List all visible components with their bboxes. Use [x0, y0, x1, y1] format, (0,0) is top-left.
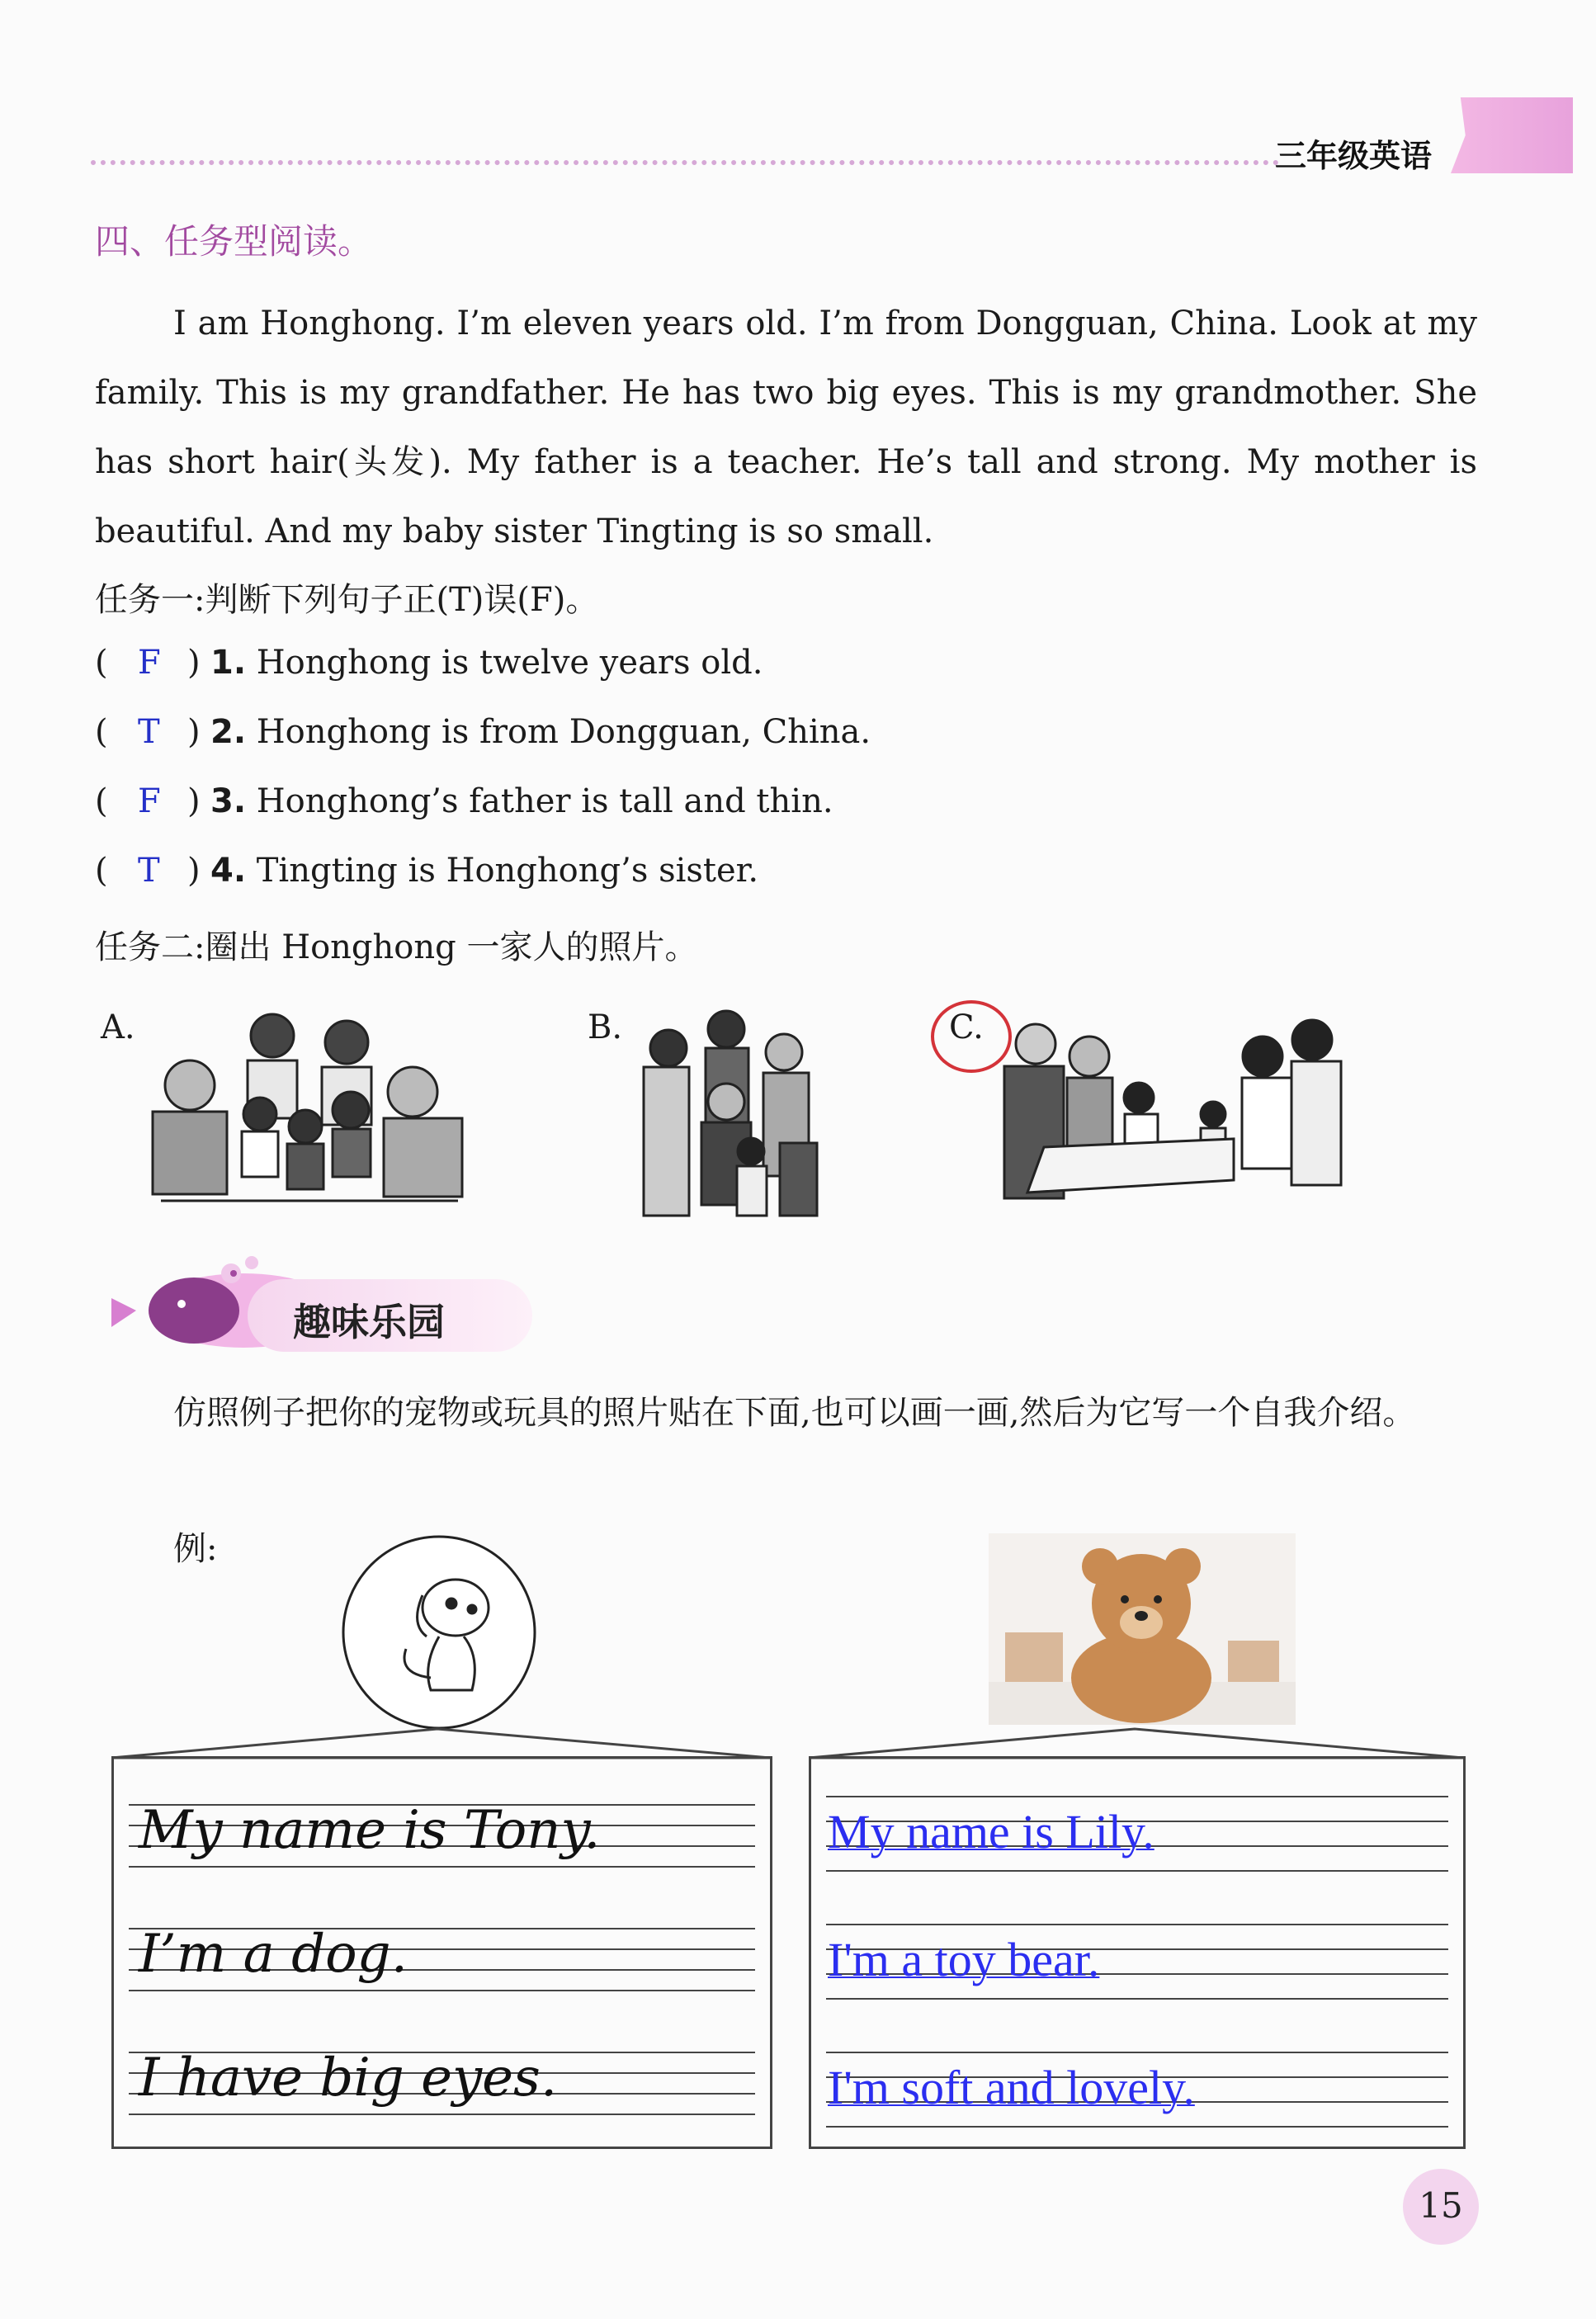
- option-a-label: A.: [101, 1008, 135, 1046]
- family-photo-b: [631, 1003, 838, 1221]
- task2-title: 任务二:圈出 Honghong 一家人的照片。: [95, 928, 698, 966]
- family-photo-a: [144, 1003, 495, 1209]
- option-c-label: C.: [949, 1008, 984, 1046]
- tf-answer: F: [138, 782, 161, 820]
- header-tab-decoration: [1451, 97, 1573, 173]
- header-dotted-rule: [91, 160, 1279, 165]
- reading-passage: [95, 289, 1477, 566]
- answer-line-1: My name is Lily.: [828, 1805, 1155, 1859]
- fun-corner-title: 趣味乐园: [293, 1300, 445, 1344]
- tf-statement: Honghong is twelve years old.: [256, 644, 763, 682]
- tf-item-3: ( F ) 3. Honghong’s father is tall and thin.: [95, 782, 833, 820]
- dog-picture: [340, 1533, 538, 1731]
- task1-title: 任务一:判断下列句子正(T)误(F)。: [95, 581, 599, 619]
- example-writing-box: [111, 1756, 772, 2149]
- tf-item-4: ( T ) 4. Tingting is Honghong’s sister.: [95, 852, 759, 890]
- example-line-3: I have big eyes.: [139, 2047, 558, 2109]
- passage-paragraph: I am Honghong. I’m eleven years old. I’m from Dongguan, China. Look at my family. This is my grandfather. He has two big eyes. This is my grandmother. She has short hair(头发). My father is a teacher. He’s tall and strong. My mother is beautiful. And my baby sister Tingting is so small.: [95, 305, 1477, 550]
- section-title: 四、任务型阅读。: [95, 221, 373, 262]
- family-photo-c: [994, 1007, 1374, 1209]
- answer-writing-box: [809, 1756, 1466, 2149]
- tf-item-2: ( T ) 2. Honghong is from Dongguan, China.: [95, 713, 871, 751]
- tf-statement: Honghong’s father is tall and thin.: [256, 782, 833, 820]
- example-line-2: I’m a dog.: [139, 1924, 408, 1985]
- tf-answer: F: [138, 644, 161, 682]
- option-b-label: B.: [588, 1008, 623, 1046]
- example-label: 例:: [173, 1530, 218, 1568]
- tf-statement: Honghong is from Dongguan, China.: [256, 713, 871, 751]
- grade-label: 三年级英语: [1275, 138, 1433, 174]
- example-line-1: My name is Tony.: [139, 1800, 601, 1861]
- page-number: 15: [1419, 2185, 1463, 2226]
- tf-answer: T: [138, 713, 160, 751]
- tf-item-1: ( F ) 1. Honghong is twelve years old.: [95, 644, 763, 682]
- answer-line-3: I'm soft and lovely.: [828, 2061, 1195, 2114]
- answer-line-2: I'm a toy bear.: [828, 1933, 1100, 1986]
- teddy-bear-picture: [989, 1533, 1296, 1725]
- fun-instruction: 仿照例子把你的宠物或玩具的照片贴在下面,也可以画一画,然后为它写一个自我介绍。: [173, 1394, 1416, 1432]
- tf-statement: Tingting is Honghong’s sister.: [256, 852, 759, 890]
- tf-answer: T: [138, 852, 160, 890]
